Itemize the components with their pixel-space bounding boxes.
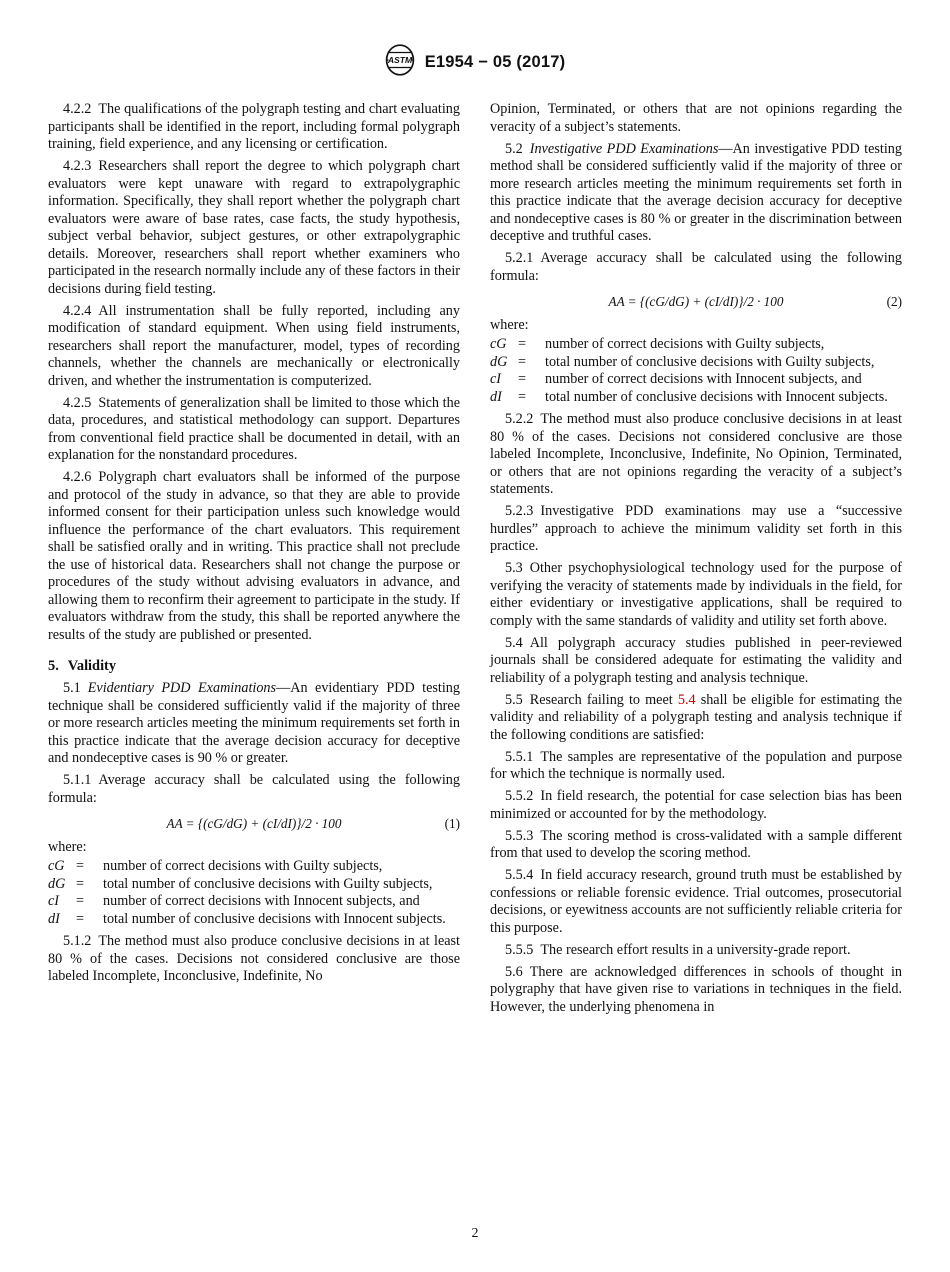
variable-definition: total number of conclusive decisions with Guilty subjects, bbox=[103, 875, 433, 892]
clause-number: 4.2.2 bbox=[63, 101, 92, 117]
equals-sign: = bbox=[518, 388, 527, 405]
definition-row bbox=[490, 336, 902, 354]
clause-text: Opinion, Terminated, or others that are not opinions regarding the veracity of a subject’s statements. bbox=[490, 101, 902, 135]
clause-text: In field accuracy research, ground truth must be established by confessions or reliable forensic evidence. Trial outcomes, prosecutorial decisions, or eyewitness accounts are not sufficiently reliable criteria for this purpose. bbox=[490, 867, 902, 936]
clause-number: 5.2.1 bbox=[505, 250, 534, 266]
clause-text: Research failing to meet bbox=[529, 691, 678, 708]
clause-text: The qualifications of the polygraph testing and chart evaluating participants shall be identified in the report, including formal polygraph training, field experience, and any licensing or certification. bbox=[48, 101, 460, 152]
clause-number: 5.2 bbox=[505, 140, 523, 157]
variable-term: cG bbox=[490, 336, 507, 352]
clause-number: 5.6 bbox=[505, 963, 523, 980]
definition-row bbox=[48, 911, 460, 929]
right-column bbox=[490, 101, 902, 1016]
clause-4-2-6 bbox=[48, 469, 460, 644]
two-column-body bbox=[48, 101, 902, 1016]
clause-5-2 bbox=[490, 141, 902, 246]
equation-number: (1) bbox=[444, 816, 460, 831]
clause-number: 5.1.2 bbox=[63, 933, 92, 949]
equals-sign: = bbox=[76, 858, 85, 874]
equals-sign: = bbox=[518, 371, 527, 387]
clause-number: 5.5.5 bbox=[505, 941, 534, 958]
clause-4-2-3 bbox=[48, 158, 460, 298]
clause-text: The method must also produce conclusive decisions in at least 80 % of the cases. Decisions not considered conclusive are those labeled Incomplete, Inconclusive, Indefinite, No bbox=[48, 933, 460, 984]
page-number: 2 bbox=[471, 1226, 479, 1241]
variable-term: dI bbox=[48, 910, 60, 927]
clause-text: —An evidentiary PDD testing technique shall be considered sufficiently valid if the majority of three or more research articles meeting the minimum requirements set forth in this practice indicate that the average decision accuracy for deceptive and nondeceptive cases is 90 % or greater. bbox=[48, 680, 460, 766]
clause-5-1 bbox=[48, 680, 460, 768]
variable-definition: number of correct decisions with Guilty subjects, bbox=[545, 336, 825, 352]
clause-text: Other psychophysiological technology used for the purpose of verifying the veracity of statements made by individuals in the field, for either evidentiary or investigative applications, shall be required to comply with the same standards of validity and utility set forth above. bbox=[490, 560, 902, 629]
clause-number: 5.1 bbox=[63, 680, 81, 696]
where-label: where: bbox=[48, 838, 87, 855]
definition-row bbox=[48, 893, 460, 911]
clause-number: 4.2.4 bbox=[63, 302, 92, 319]
variable-definition: total number of conclusive decisions with Innocent subjects. bbox=[103, 910, 446, 927]
equation-expression: AA = {(cG/dG) + (cI/dI)}/2 · 100 bbox=[166, 816, 342, 831]
clause-number: 5.5.4 bbox=[505, 867, 534, 883]
cross-reference-link-5-4[interactable]: 5.4 bbox=[677, 691, 696, 708]
clause-number: 5.4 bbox=[505, 634, 523, 651]
where-clause-1 bbox=[48, 839, 460, 929]
page-header bbox=[48, 44, 902, 81]
clause-5-2-3 bbox=[490, 503, 902, 556]
clause-5-2-2 bbox=[490, 411, 902, 499]
clause-number: 5.5.3 bbox=[505, 827, 534, 844]
equals-sign: = bbox=[76, 893, 85, 909]
equals-sign: = bbox=[76, 875, 85, 892]
variable-definition: total number of conclusive decisions with Guilty subjects, bbox=[545, 353, 875, 370]
clause-text: Researchers shall report the degree to which polygraph chart evaluators were kept unaware with regard to extrapolygraphic information. Specifically, they shall report whether the polygraph chart evaluators were aware of base rates, case facts, the study hypothesis, subject verbal behavior, subject gestures, or other extrapolygraphic details. Moreover, researchers shall report whether examiners who participated in the research normally include any of these factors in their decisions during field testing. bbox=[48, 158, 460, 297]
clause-text: shall be eligible for estimating the validity and reliability of a polygraph testing and analysis technique if the following conditions are satisfied: bbox=[490, 691, 902, 743]
variable-term: dG bbox=[48, 875, 66, 892]
where-clause-2 bbox=[490, 317, 902, 407]
variable-definition: number of correct decisions with Innocent subjects, and bbox=[103, 893, 420, 909]
clause-5-5-2 bbox=[490, 788, 902, 823]
equation-1 bbox=[48, 815, 460, 833]
clause-text: The method must also produce conclusive decisions in at least 80 % of the cases. Decisions not considered conclusive are those labeled Incomplete, Inconclusive, Indefinite, No Opinion, Terminated, or others that are not opinions regarding the veracity of a subject’s statements. bbox=[490, 411, 902, 497]
variable-term: dG bbox=[490, 353, 508, 370]
clause-5-5-1 bbox=[490, 749, 902, 784]
clause-text: Polygraph chart evaluators shall be informed of the purpose and protocol of the study in advance, so that they are able to provide informed consent for their participation unless such knowledge would influence the performance of the chart evaluators. This requirement shall be satisfied orally and in writing. This practice shall not preclude the use of historical data. Researchers shall not change the purpose or procedures of the study without advising evaluators in advance, and allowing them to reconfirm their agreement to participate in the study. If evaluators withdraw from the study, this shall be reported anywhere the results of the study are published or presented. bbox=[48, 469, 460, 643]
clause-text: All instrumentation shall be fully reported, including any modification of standard equipment. When using field instruments, researchers shall report the manufacturer, model, types of recording channels, whether the channels are mechanically or electronically driven, and whether the instrumentation is computerized. bbox=[48, 302, 460, 389]
astm-logo-text: ASTM bbox=[387, 54, 412, 65]
clause-number: 5.5 bbox=[505, 691, 523, 708]
definition-row bbox=[490, 354, 902, 372]
equation-2 bbox=[490, 293, 902, 311]
defined-term: Investigative PDD Examinations bbox=[529, 140, 719, 157]
clause-5-5 bbox=[490, 692, 902, 745]
clause-5-3 bbox=[490, 560, 902, 630]
equals-sign: = bbox=[518, 336, 527, 352]
clause-text: The research effort results in a university-grade report. bbox=[540, 941, 851, 958]
heading-number: 5. bbox=[48, 658, 59, 674]
clause-text: Average accuracy shall be calculated using the following formula: bbox=[48, 772, 460, 806]
clause-text: —An investigative PDD testing method shall be considered sufficiently valid if the majority of three or more research articles meeting the minimum requirements set forth in this practice indicate that the average decision accuracy for deceptive and nondeceptive cases is 80 % or greater in the discrimination between deceptive and truthful cases. bbox=[490, 140, 902, 244]
left-column bbox=[48, 101, 460, 1016]
standard-designation: E1954 − 05 (2017) bbox=[424, 53, 566, 71]
clause-number: 4.2.5 bbox=[63, 394, 92, 411]
variable-definition: total number of conclusive decisions with Innocent subjects. bbox=[545, 388, 888, 405]
clause-number: 5.1.1 bbox=[63, 772, 92, 788]
where-label: where: bbox=[490, 316, 529, 333]
clause-4-2-4 bbox=[48, 303, 460, 391]
heading-text: Validity bbox=[67, 658, 117, 674]
clause-number: 5.2.2 bbox=[505, 411, 534, 427]
clause-text: Investigative PDD examinations may use a “successive hurdles” approach to achieve the minimum validity set forth in this practice. bbox=[490, 503, 902, 554]
section-heading-validity bbox=[48, 658, 460, 676]
clause-number: 5.5.1 bbox=[505, 748, 534, 765]
clause-number: 5.5.2 bbox=[505, 788, 534, 804]
variable-term: dI bbox=[490, 388, 502, 405]
clause-text: The samples are representative of the population and purpose for which the technique is normally used. bbox=[490, 748, 902, 782]
clause-5-5-3 bbox=[490, 828, 902, 863]
clause-4-2-2 bbox=[48, 101, 460, 154]
clause-5-6 bbox=[490, 964, 902, 1017]
clause-text: Average accuracy shall be calculated using the following formula: bbox=[490, 250, 902, 284]
variable-term: cI bbox=[490, 371, 502, 387]
equation-number: (2) bbox=[886, 294, 902, 309]
clause-5-5-5 bbox=[490, 942, 902, 960]
clause-5-1-2 bbox=[48, 933, 460, 986]
astm-logo-icon bbox=[385, 44, 415, 81]
definition-row bbox=[48, 858, 460, 876]
clause-text: In field research, the potential for case selection bias has been minimized or accounted for by the methodology. bbox=[490, 788, 902, 822]
clause-number: 5.3 bbox=[505, 560, 523, 576]
equals-sign: = bbox=[518, 353, 527, 370]
clause-5-1-1 bbox=[48, 772, 460, 807]
clause-5-4 bbox=[490, 635, 902, 688]
clause-text: The scoring method is cross-validated with a sample different from that used to develop the scoring method. bbox=[490, 827, 902, 861]
definition-row bbox=[48, 876, 460, 894]
variable-term: cG bbox=[48, 858, 65, 874]
equals-sign: = bbox=[76, 910, 85, 927]
defined-term: Evidentiary PDD Examinations bbox=[87, 680, 277, 696]
clause-text: All polygraph accuracy studies published in peer-reviewed journals shall be considered adequate for estimating the validity and reliability of a polygraph testing and analysis technique. bbox=[490, 634, 902, 686]
clause-text: Statements of generalization shall be limited to those which the data, procedures, and statistical methodology can support. Departures from conventional field practice shall be documented in detail, with an explanation for the nonstandard procedures. bbox=[48, 394, 460, 463]
variable-definition: number of correct decisions with Guilty subjects, bbox=[103, 858, 383, 874]
clause-text: There are acknowledged differences in schools of thought in polygraphy that have given rise to variations in techniques in the field. However, the underlying phenomena in bbox=[490, 963, 902, 1015]
clause-5-5-4 bbox=[490, 867, 902, 937]
clause-number: 4.2.3 bbox=[63, 158, 92, 174]
variable-term: cI bbox=[48, 893, 60, 909]
definition-row bbox=[490, 371, 902, 389]
clause-number: 5.2.3 bbox=[505, 503, 534, 519]
clause-number: 4.2.6 bbox=[63, 469, 92, 485]
clause-4-2-5 bbox=[48, 395, 460, 465]
variable-definition: number of correct decisions with Innocent subjects, and bbox=[545, 371, 862, 387]
equation-expression: AA = {(cG/dG) + (cI/dI)}/2 · 100 bbox=[608, 294, 784, 309]
clause-5-1-2-continued bbox=[490, 101, 902, 136]
clause-5-2-1 bbox=[490, 250, 902, 285]
definition-row bbox=[490, 389, 902, 407]
